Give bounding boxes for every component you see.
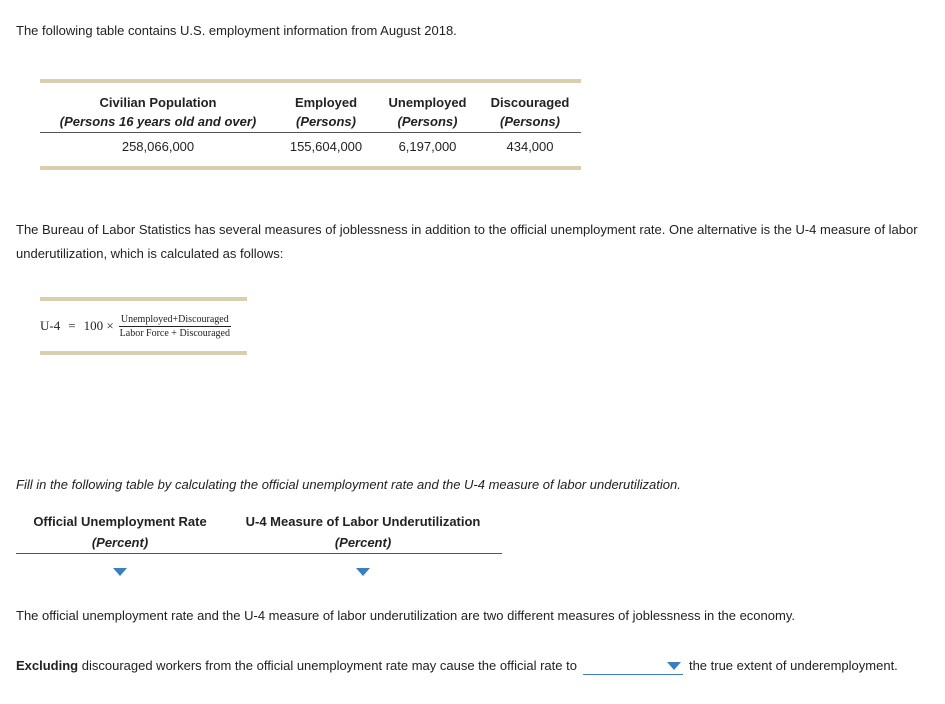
header-official-rate: Official Unemployment Rate [33, 513, 207, 529]
value-civilian-population: 258,066,000 [121, 138, 195, 154]
answer-table [16, 511, 502, 588]
header-u4-measure: U-4 Measure of Labor Underutilization [245, 513, 481, 529]
bls-paragraph: The Bureau of Labor Statistics has several measures of joblessness in addition to the official unemployment rate. One alternative is the U-4 measure of labor underutilization, which is calculated as follows: [16, 222, 918, 261]
formula-lhs: U-4 [40, 318, 61, 333]
subheader-u4-measure: (Percent) [224, 531, 502, 554]
comparison-paragraph: The official unemployment rate and the U-4 measure of labor underutilization are two different measures of joblessness in the economy. [16, 608, 795, 623]
excluding-trailing-text: the true extent of underemployment. [688, 658, 898, 673]
value-discouraged: 434,000 [506, 138, 554, 154]
excluding-paragraph [16, 654, 916, 678]
header-unemployed: Unemployed [388, 94, 467, 110]
subheader-unemployed: (Persons) [376, 111, 479, 133]
subheader-employed: (Persons) [276, 111, 376, 133]
header-employed: Employed [294, 94, 358, 110]
employment-table [40, 79, 581, 170]
formula-numerator: Unemployed+Discouraged [120, 313, 229, 325]
formula-equals: = [68, 318, 76, 333]
table-row [40, 133, 581, 167]
header-discouraged: Discouraged [490, 94, 570, 110]
header-civilian-population: Civilian Population [99, 94, 217, 110]
subheader-civilian-population: (Persons 16 years old and over) [40, 111, 276, 133]
formula-factor: 100 × [83, 318, 114, 333]
value-employed: 155,604,000 [289, 138, 363, 154]
excluding-text: discouraged workers from the official unemployment rate may cause the official rate to [78, 658, 577, 673]
excluding-bold: Excluding [16, 658, 79, 673]
subheader-official-rate: (Percent) [16, 531, 224, 554]
subheader-discouraged: (Persons) [479, 111, 581, 133]
official-rate-effect-dropdown[interactable] [583, 658, 683, 675]
instruction-text: Fill in the following table by calculating the official unemployment rate and the U-4 measure of labor underutilization. [16, 477, 681, 492]
table-bottom-rule [40, 166, 581, 170]
formula-bottom-rule [40, 351, 247, 355]
chevron-down-icon [667, 662, 681, 670]
formula-fraction [118, 314, 232, 339]
formula-denominator: Labor Force + Discouraged [119, 327, 230, 339]
official-rate-dropdown[interactable] [113, 568, 127, 576]
u4-formula [40, 297, 247, 355]
intro-text: The following table contains U.S. employment information from August 2018. [16, 23, 457, 38]
value-unemployed: 6,197,000 [398, 138, 457, 154]
u4-measure-dropdown[interactable] [356, 568, 370, 576]
